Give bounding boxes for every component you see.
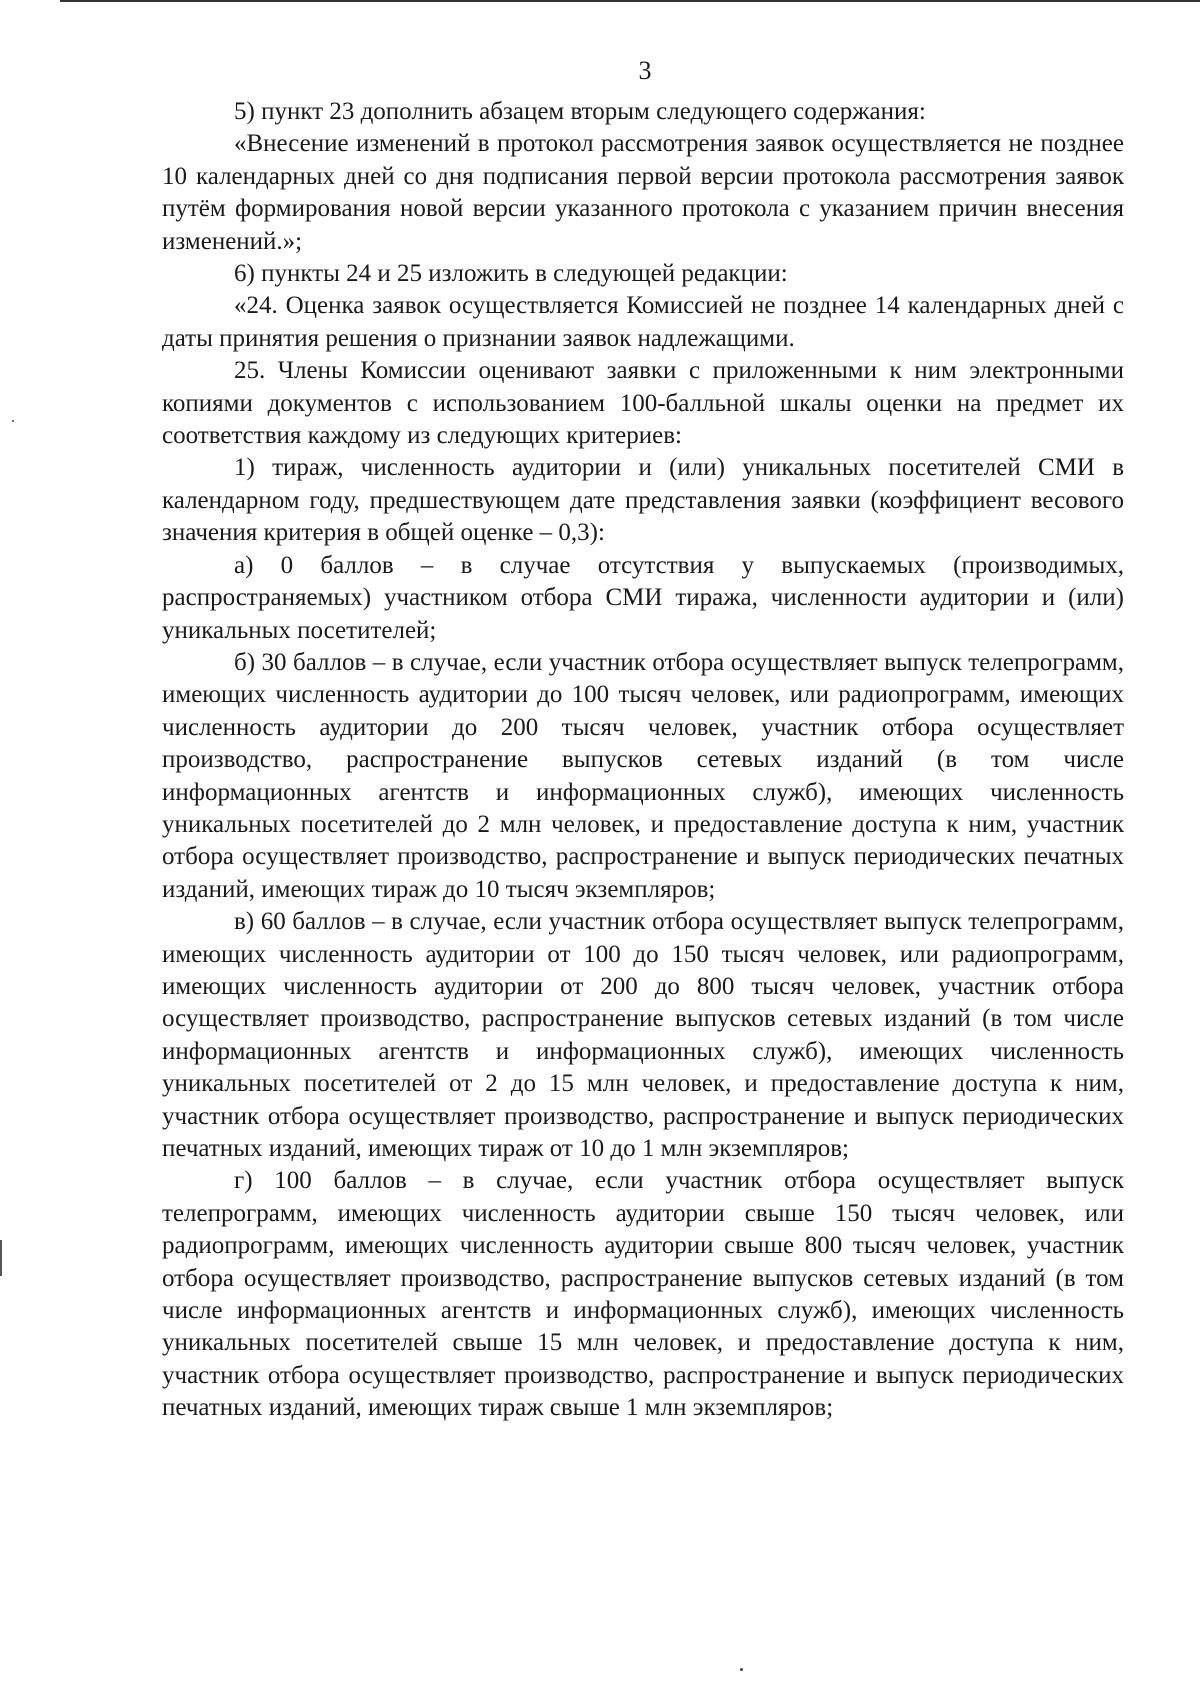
- paragraph-subitem-b: б) 30 баллов – в случае, если участник отбора осуществляет выпуск телепрограмм, имеющих численность аудитории до 100 тысяч человек, или радиопрограмм, имеющих численность аудитории до 200 тысяч человек, участник отбора осуществляет производство, распространение выпусков сетевых изданий (в том числе информационных агентств и информационных служб), имеющих численность уникальных посетителей до 2 млн человек, и предоставление доступа к ним, участник отбора осуществляет производство, распространение и выпуск периодических печатных изданий, имеющих тираж до 10 тысяч экземпляров;: [162, 648, 1124, 903]
- paragraph-subitem-a: а) 0 баллов – в случае отсутствия у выпускаемых (производимых, распространяемых) участником отбора СМИ тиража, численности аудитории и (или) уникальных посетителей;: [162, 551, 1124, 644]
- document-body: [162, 96, 1124, 1425]
- paragraph-subitem-g: г) 100 баллов – в случае, если участник отбора осуществляет выпуск телепрограмм, имеющих численность аудитории свыше 150 тысяч человек, или радиопрограмм, имеющих численность аудитории свыше 800 тысяч человек, участник отбора осуществляет производство, распространение выпусков сетевых изданий (в том числе информационных агентств и информационных служб), имеющих численность уникальных посетителей свыше 15 млн человек, и предоставление доступа к ним, участник отбора осуществляет производство, распространение и выпуск периодических печатных изданий, имеющих тираж свыше 1 млн экземпляров;: [162, 1167, 1124, 1422]
- scan-speck: [740, 1668, 743, 1671]
- paragraph-subitem-v: в) 60 баллов – в случае, если участник отбора осуществляет выпуск телепрограмм, имеющих численность аудитории от 100 до 150 тысяч человек, или радиопрограмм, имеющих численность аудитории от 200 до 800 тысяч человек, участник отбора осуществляет производство, распространение выпусков сетевых изданий (в том числе информационных агентств и информационных служб), имеющих численность уникальных посетителей от 2 до 15 млн человек, и предоставление доступа к ним, участник отбора осуществляет производство, распространение и выпуск периодических печатных изданий, имеющих тираж от 10 до 1 млн экземпляров;: [162, 908, 1124, 1162]
- paragraph-item-6: 6) пункты 24 и 25 изложить в следующей редакции:: [234, 260, 788, 288]
- scan-top-edge: [60, 0, 1200, 2]
- scan-left-edge-mark: [0, 1240, 2, 1276]
- paragraph-item-5: 5) пункт 23 дополнить абзацем вторым следующего содержания:: [234, 98, 926, 125]
- paragraph-clause-24: «24. Оценка заявок осуществляется Комиссией не позднее 14 календарных дней с даты принятия решения о признании заявок надлежащими.: [162, 292, 1124, 352]
- paragraph-amendment-text: «Внесение изменений в протокол рассмотрения заявок осуществляется не позднее 10 календарных дней со дня подписания первой версии протокола рассмотрения заявок путём формирования новой версии указанного протокола с указанием причин внесения изменений.»;: [162, 130, 1124, 255]
- paragraph-clause-25: 25. Члены Комиссии оценивают заявки с приложенными к ним электронными копиями документов с использованием 100-балльной шкалы оценки на предмет их соответствия каждому из следующих критериев:: [162, 357, 1124, 450]
- paragraph-criterion-1: 1) тираж, численность аудитории и (или) уникальных посетителей СМИ в календарном году, предшествующем дате представления заявки (коэффициент весового значения критерия в общей оценке – 0,3):: [162, 454, 1124, 547]
- scan-speck: [12, 420, 14, 422]
- page-number: 3: [638, 56, 652, 85]
